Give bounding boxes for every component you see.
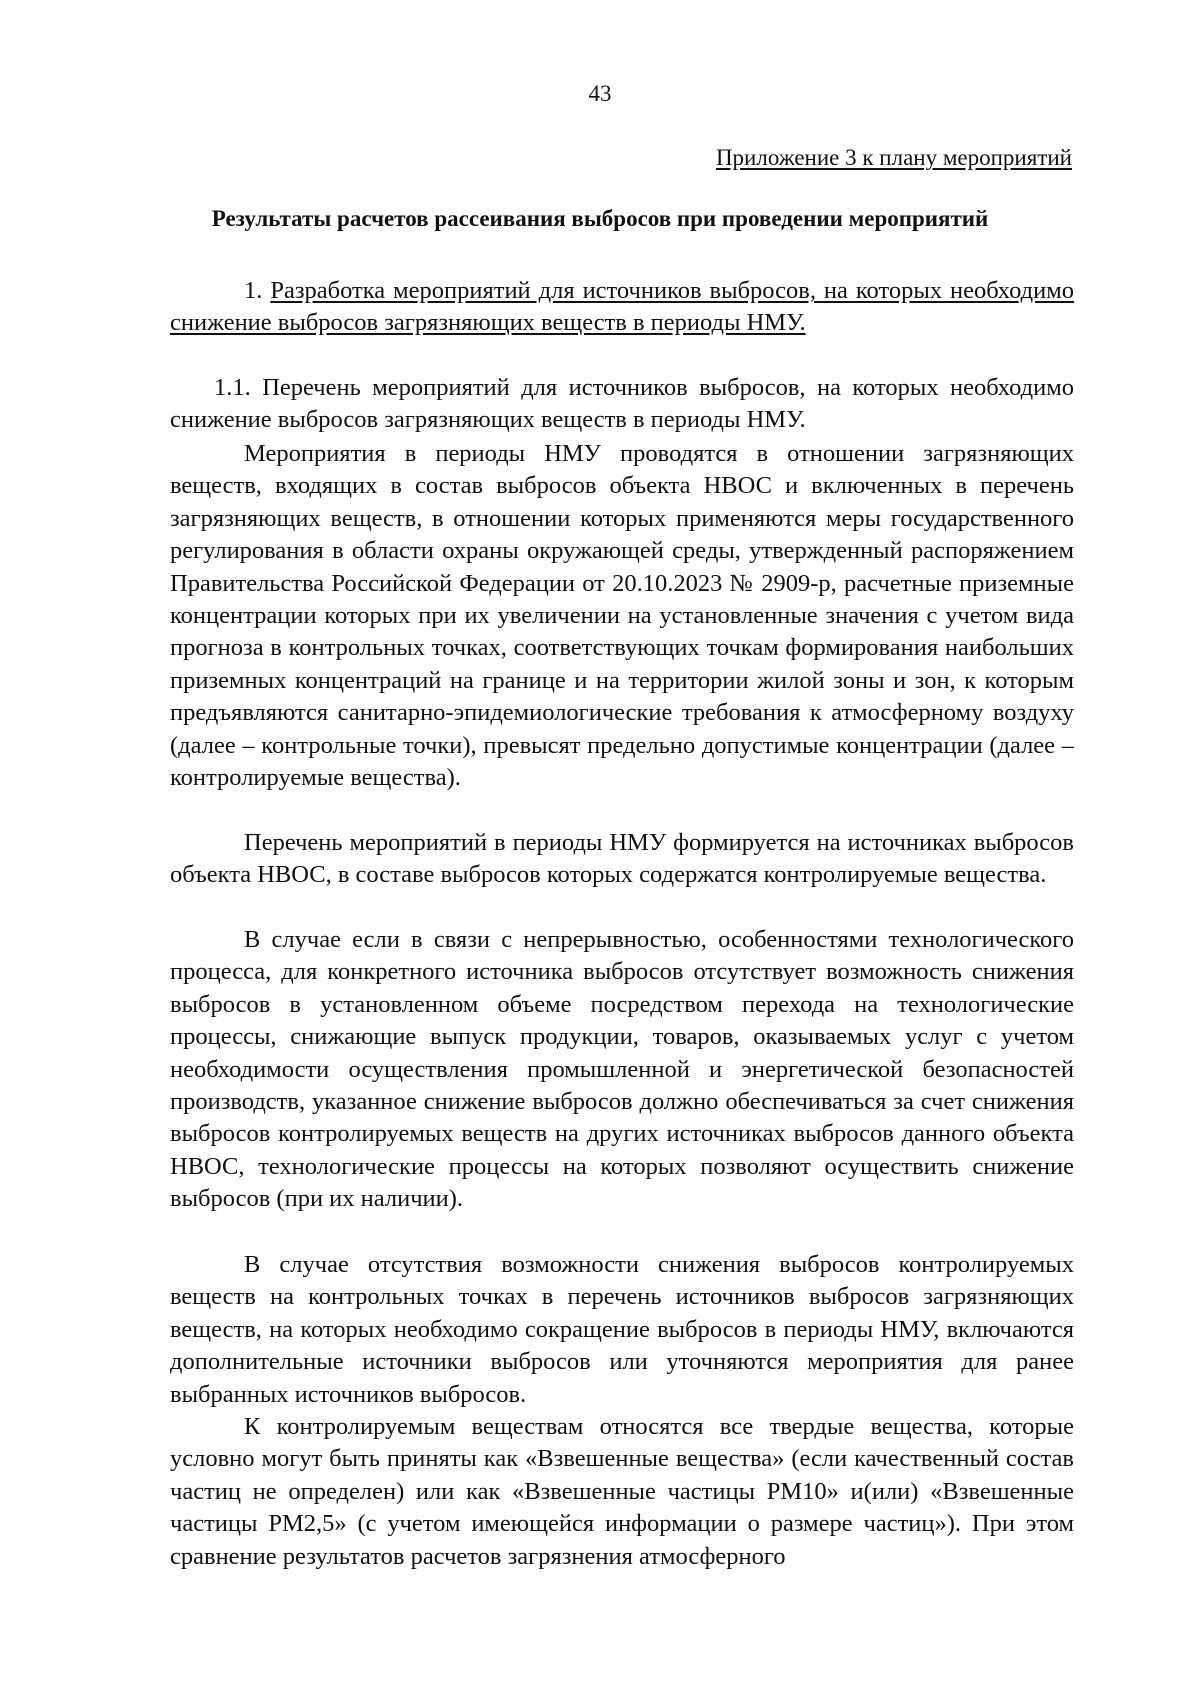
subsection-text: Перечень мероприятий для источников выбросов, на которых необходимо снижение выбросов загрязняющих веществ в периоды НМУ.: [170, 374, 1074, 434]
body-paragraph: Мероприятия в периоды НМУ проводятся в отношении загрязняющих веществ, входящих в состав выбросов объекта НВОС и включенных в перечень загрязняющих веществ, в отношении которых применяются меры государственного регулирования в области охраны окружающей среды, утвержденный распоряжением Правительства Российской Федерации от 20.10.2023 № 2909-р, расчетные приземные концентрации которых при их увеличении на установленные значения с учетом вида прогноза в контрольных точках, соответствующих точкам формирования наибольших приземных концентраций на границе и на территории жилой зоны и зон, к которым предъявляются санитарно-эпидемиологические требования к атмосферному воздуху (далее – контрольные точки), превысят предельно допустимые концентрации (далее – контролируемые вещества).: [170, 440, 1074, 792]
body-paragraph: К контролируемым веществам относятся все твердые вещества, которые условно могут быть приняты как «Взвешенные вещества» (если качественный состав частиц не определен) или как «Взвешенные частицы РМ10» и(или) «Взвешенные частицы РМ2,5» (с учетом имеющейся информации о размере частиц»). При этом сравнение результатов расчетов загрязнения атмосферного: [170, 1413, 1074, 1570]
section-heading-text: Разработка мероприятий для источников выбросов, на которых необходимо снижение выбросов загрязняющих веществ в периоды НМУ.: [170, 277, 1074, 337]
body-paragraph: В случае если в связи с непрерывностью, особенностями технологического процесса, для конкретного источника выбросов отсутствует возможность снижения выбросов в установленном объеме посредством перехода на технологические процессы, снижающие выпуск продукции, товаров, оказываемых услуг с учетом необходимости осуществления промышленной и энергетической безопасностей производств, указанное снижение выбросов должно обеспечиваться за счет снижения выбросов контролируемых веществ на других источниках выбросов данного объекта НВОС, технологические процессы на которых позволяют осуществить снижение выбросов (при их наличии).: [170, 926, 1074, 1213]
subsection-number: 1.1.: [214, 374, 251, 401]
page-number: 43: [588, 81, 612, 106]
subsection-heading: [170, 372, 1074, 437]
body-paragraph: В случае отсутствия возможности снижения выбросов контролируемых веществ на контрольных точках в перечень источников выбросов загрязняющих веществ, на которых необходимо сокращение выбросов в периоды НМУ, включаются дополнительные источники выбросов или уточняются мероприятия для ранее выбранных источников выбросов.: [170, 1251, 1074, 1408]
section-number: 1.: [244, 277, 263, 304]
body-paragraph: Перечень мероприятий в периоды НМУ формируется на источниках выбросов объекта НВОС, в составе выбросов которых содержатся контролируемые вещества.: [170, 829, 1074, 889]
appendix-reference: Приложение 3 к плану мероприятий: [715, 145, 1072, 170]
document-title: Результаты расчетов рассеивания выбросов при проведении мероприятий: [211, 206, 989, 231]
section-heading: [170, 275, 1074, 340]
